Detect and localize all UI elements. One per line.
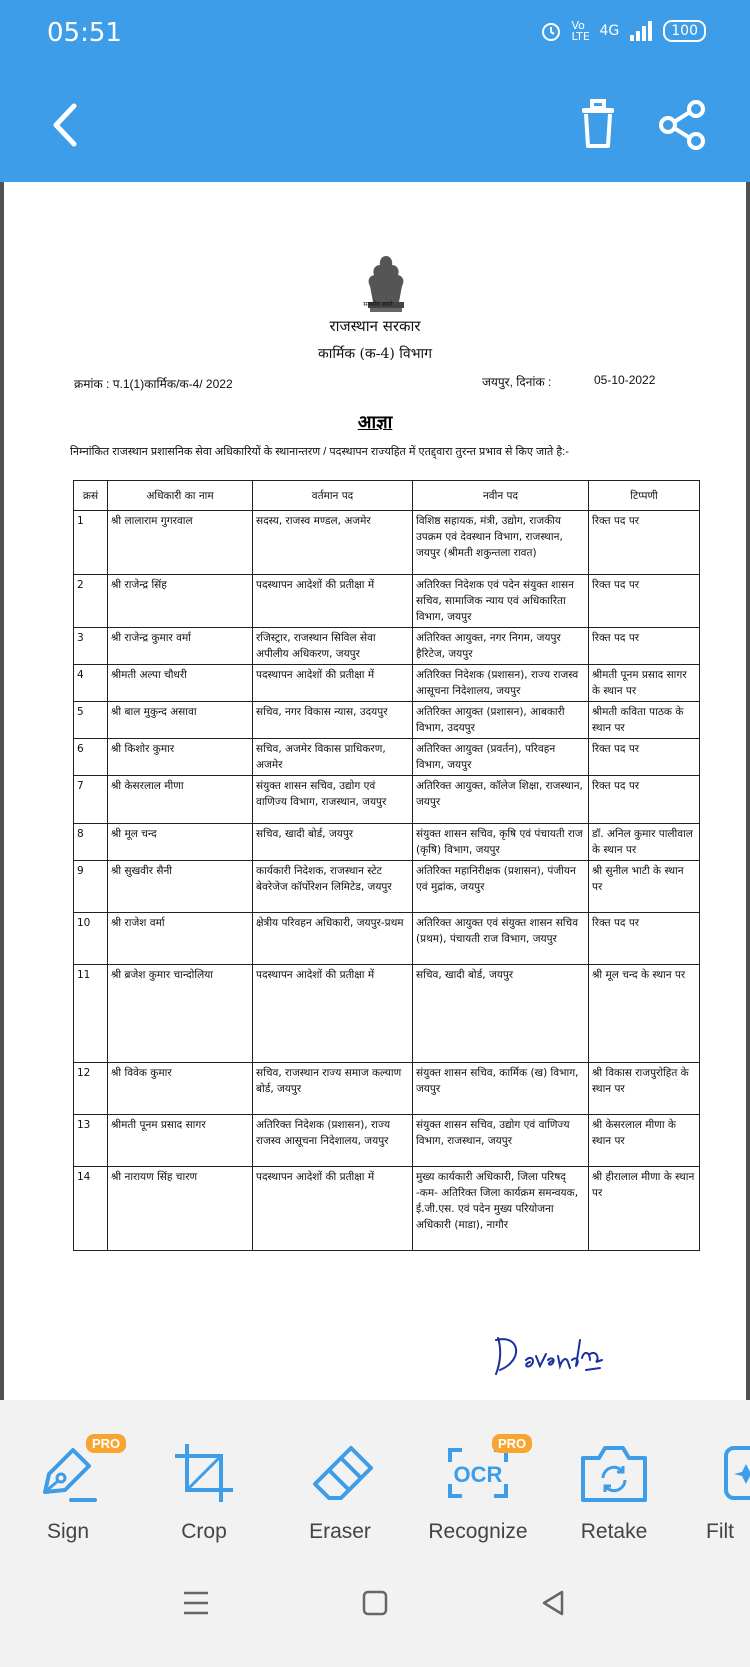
cell-remarks: रिक्त पद पर	[589, 628, 700, 665]
filter-label: Filt	[706, 1520, 734, 1543]
cell-officer-name: श्री किशोर कुमार	[108, 739, 253, 776]
recognize-pro-badge: PRO	[492, 1434, 532, 1453]
volte-icon: Vo LTE	[571, 19, 590, 43]
sign-pro-badge: PRO	[86, 1434, 126, 1453]
status-bar	[0, 0, 750, 70]
crop-button[interactable]	[144, 1440, 264, 1544]
cell-officer-name: श्री राजेश वर्मा	[108, 913, 253, 965]
bottom-toolbar	[0, 1400, 750, 1550]
order-intro: निम्नांकित राजस्थान प्रशासनिक सेवा अधिकारियों के स्थानान्तरण / पदस्थापन राज्यहित में एतद्द्वारा तुरन्त प्रभाव से किए जाते है:-	[70, 446, 569, 458]
cell-new-post: संयुक्त शासन सचिव, कृषि एवं पंचायती राज (कृषि) विभाग, जयपुर	[413, 824, 589, 861]
table-row	[74, 575, 700, 628]
department-name: कार्मिक (क-4) विभाग	[317, 346, 433, 362]
table-row	[74, 1115, 700, 1167]
table-row	[74, 1167, 700, 1251]
table-row	[74, 739, 700, 776]
delete-icon[interactable]	[578, 98, 618, 150]
cell-current-post: सचिव, नगर विकास न्यास, उदयपुर	[253, 702, 413, 739]
filter-button[interactable]	[706, 1440, 750, 1544]
table-row	[74, 824, 700, 861]
back-nav-icon[interactable]	[540, 1590, 566, 1616]
cell-serial: 8	[74, 824, 108, 861]
cell-serial: 7	[74, 776, 108, 824]
cell-remarks: श्री हीरालाल मीणा के स्थान पर	[589, 1167, 700, 1251]
home-nav-icon[interactable]	[362, 1590, 388, 1616]
order-title: आज्ञा	[357, 412, 393, 433]
order-date: 05-10-2022	[594, 373, 656, 387]
table-header-row	[74, 481, 700, 511]
cell-officer-name: श्री बाल मुकुन्द असावा	[108, 702, 253, 739]
cell-serial: 13	[74, 1115, 108, 1167]
table-row	[74, 861, 700, 913]
recognize-button[interactable]	[416, 1440, 540, 1544]
menu-nav-icon[interactable]	[182, 1590, 210, 1616]
sign-label: Sign	[46, 1520, 90, 1543]
cell-new-post: अतिरिक्त महानिरीक्षक (प्रशासन), पंजीयन एवं मुद्रांक, जयपुर	[413, 861, 589, 913]
cell-officer-name: श्री लालाराम गुगरवाल	[108, 511, 253, 575]
table-row	[74, 511, 700, 575]
cell-serial: 1	[74, 511, 108, 575]
status-icons	[540, 20, 707, 42]
cell-serial: 10	[74, 913, 108, 965]
cell-serial: 5	[74, 702, 108, 739]
cell-new-post: अतिरिक्त आयुक्त, कॉलेज शिक्षा, राजस्थान, जयपुर	[413, 776, 589, 824]
cell-remarks: श्री मूल चन्द के स्थान पर	[589, 965, 700, 1063]
header-current-post: वर्तमान पद	[253, 481, 413, 511]
retake-label: Retake	[580, 1520, 648, 1543]
cell-current-post: पदस्थापन आदेशों की प्रतीक्षा में	[253, 1167, 413, 1251]
cell-serial: 3	[74, 628, 108, 665]
cell-officer-name: श्री राजेन्द्र सिंह	[108, 575, 253, 628]
header-remarks: टिप्पणी	[589, 481, 700, 511]
cell-current-post: संयुक्त शासन सचिव, उद्योग एवं वाणिज्य विभाग, राजस्थान, जयपुर	[253, 776, 413, 824]
cell-remarks: श्री सुनील भाटी के स्थान पर	[589, 861, 700, 913]
signal-icon	[629, 21, 653, 41]
cell-current-post: पदस्थापन आदेशों की प्रतीक्षा में	[253, 965, 413, 1063]
cell-remarks: श्रीमती पूनम प्रसाद सागर के स्थान पर	[589, 665, 700, 702]
table-row	[74, 1063, 700, 1115]
share-icon[interactable]	[658, 100, 708, 150]
app-bar	[0, 70, 750, 182]
table-row	[74, 776, 700, 824]
alarm-icon	[540, 20, 562, 42]
header-officer-name: अधिकारी का नाम	[108, 481, 253, 511]
cell-new-post: सचिव, खादी बोर्ड, जयपुर	[413, 965, 589, 1063]
network-type: 4G	[599, 23, 620, 39]
cell-new-post: विशिष्ठ सहायक, मंत्री, उद्योग, राजकीय उपक्रम एवं देवस्थान विभाग, राजस्थान, जयपुर (श्रीमती शकुन्तला रावत)	[413, 511, 589, 575]
table-row	[74, 665, 700, 702]
document-page	[4, 182, 746, 1400]
cell-new-post: अतिरिक्त निदेशक (प्रशासन), राज्य राजस्व आसूचना निदेशालय, जयपुर	[413, 665, 589, 702]
cell-officer-name: श्री सुखवीर सैनी	[108, 861, 253, 913]
recognize-label: Recognize	[428, 1520, 528, 1543]
table-row	[74, 702, 700, 739]
cell-officer-name: श्रीमती अल्पा चौधरी	[108, 665, 253, 702]
cell-current-post: अतिरिक्त निदेशक (प्रशासन), राज्य राजस्व आसूचना निदेशालय, जयपुर	[253, 1115, 413, 1167]
retake-button[interactable]	[554, 1440, 674, 1544]
navigation-bar	[0, 1550, 750, 1667]
cell-remarks: रिक्त पद पर	[589, 776, 700, 824]
emblem-motto: सत्यमेव जयते	[363, 301, 393, 308]
cell-current-post: कार्यकारी निदेशक, राजस्थान स्टेट बेवरेजेज कॉर्पोरेशन लिमिटेड, जयपुर	[253, 861, 413, 913]
government-name: राजस्थान सरकार	[329, 317, 421, 335]
cell-remarks: श्रीमती कविता पाठक के स्थान पर	[589, 702, 700, 739]
cell-serial: 14	[74, 1167, 108, 1251]
cell-remarks: डॉ. अनिल कुमार पालीवाल के स्थान पर	[589, 824, 700, 861]
cell-new-post: संयुक्त शासन सचिव, उद्योग एवं वाणिज्य विभाग, राजस्थान, जयपुर	[413, 1115, 589, 1167]
cell-officer-name: श्री नारायण सिंह चारण	[108, 1167, 253, 1251]
camera-icon	[577, 1440, 651, 1506]
place-date-label: जयपुर, दिनांक :	[482, 375, 552, 389]
cell-current-post: पदस्थापन आदेशों की प्रतीक्षा में	[253, 575, 413, 628]
cell-serial: 2	[74, 575, 108, 628]
header-serial: क्रसं	[74, 481, 108, 511]
cell-current-post: क्षेत्रीय परिवहन अधिकारी, जयपुर-प्रथम	[253, 913, 413, 965]
cell-officer-name: श्रीमती पूनम प्रसाद सागर	[108, 1115, 253, 1167]
cell-officer-name: श्री मूल चन्द	[108, 824, 253, 861]
transfer-table	[73, 480, 700, 1251]
sign-button[interactable]	[8, 1440, 128, 1544]
cell-current-post: रजिस्ट्रार, राजस्थान सिविल सेवा अपीलीय अधिकरण, जयपुर	[253, 628, 413, 665]
cell-new-post: अतिरिक्त आयुक्त एवं संयुक्त शासन सचिव (प्रथम), पंचायती राज विभाग, जयपुर	[413, 913, 589, 965]
cell-remarks: रिक्त पद पर	[589, 739, 700, 776]
eraser-label: Eraser	[309, 1520, 371, 1543]
eraser-button[interactable]	[280, 1440, 400, 1544]
crop-icon	[171, 1440, 237, 1506]
cell-new-post: संयुक्त शासन सचिव, कार्मिक (ख) विभाग, जयपुर	[413, 1063, 589, 1115]
cell-current-post: सदस्य, राजस्व मण्डल, अजमेर	[253, 511, 413, 575]
cell-new-post: अतिरिक्त आयुक्त (प्रवर्तन), परिवहन विभाग, जयपुर	[413, 739, 589, 776]
crop-label: Crop	[181, 1520, 227, 1543]
cell-officer-name: श्री केसरलाल मीणा	[108, 776, 253, 824]
cell-serial: 4	[74, 665, 108, 702]
ocr-icon-text: OCR	[453, 1462, 503, 1487]
cell-current-post: सचिव, खादी बोर्ड, जयपुर	[253, 824, 413, 861]
cell-remarks: रिक्त पद पर	[589, 913, 700, 965]
cell-current-post: पदस्थापन आदेशों की प्रतीक्षा में	[253, 665, 413, 702]
cell-remarks: रिक्त पद पर	[589, 511, 700, 575]
cell-officer-name: श्री राजेन्द्र कुमार वर्मा	[108, 628, 253, 665]
cell-current-post: सचिव, अजमेर विकास प्राधिकरण, अजमेर	[253, 739, 413, 776]
cell-serial: 6	[74, 739, 108, 776]
cell-serial: 9	[74, 861, 108, 913]
filter-icon	[720, 1440, 750, 1506]
table-row	[74, 913, 700, 965]
cell-remarks: श्री विकास राजपुरोहित के स्थान पर	[589, 1063, 700, 1115]
table-row	[74, 628, 700, 665]
signature	[490, 1330, 610, 1380]
document-viewer[interactable]	[0, 182, 750, 1400]
cell-new-post: अतिरिक्त आयुक्त (प्रशासन), आबकारी विभाग, उदयपुर	[413, 702, 589, 739]
battery-indicator: 100	[663, 20, 706, 42]
cell-serial: 12	[74, 1063, 108, 1115]
cell-remarks: रिक्त पद पर	[589, 575, 700, 628]
status-time: 05:51	[47, 18, 122, 48]
cell-remarks: श्री केसरलाल मीणा के स्थान पर	[589, 1115, 700, 1167]
cell-new-post: मुख्य कार्यकारी अधिकारी, जिला परिषद् -कम- अतिरिक्त जिला कार्यक्रम समन्वयक, ई.जी.एस. एवं पदेन मुख्य परियोजना अधिकारी (माडा), नागौर	[413, 1167, 589, 1251]
table-row	[74, 965, 700, 1063]
eraser-icon	[307, 1440, 373, 1506]
cell-new-post: अतिरिक्त निदेशक एवं पदेन संयुक्त शासन सचिव, सामाजिक न्याय एवं अधिकारिता विभाग, जयपुर	[413, 575, 589, 628]
cell-new-post: अतिरिक्त आयुक्त, नगर निगम, जयपुर हैरिटेज, जयपुर	[413, 628, 589, 665]
cell-officer-name: श्री विवेक कुमार	[108, 1063, 253, 1115]
order-number: क्रमांक : प.1(1)कार्मिक/क-4/ 2022	[74, 377, 233, 391]
header-new-post: नवीन पद	[413, 481, 589, 511]
back-icon[interactable]	[48, 100, 82, 150]
cell-serial: 11	[74, 965, 108, 1063]
cell-current-post: सचिव, राजस्थान राज्य समाज कल्याण बोर्ड, जयपुर	[253, 1063, 413, 1115]
cell-officer-name: श्री ब्रजेश कुमार चान्दोलिया	[108, 965, 253, 1063]
